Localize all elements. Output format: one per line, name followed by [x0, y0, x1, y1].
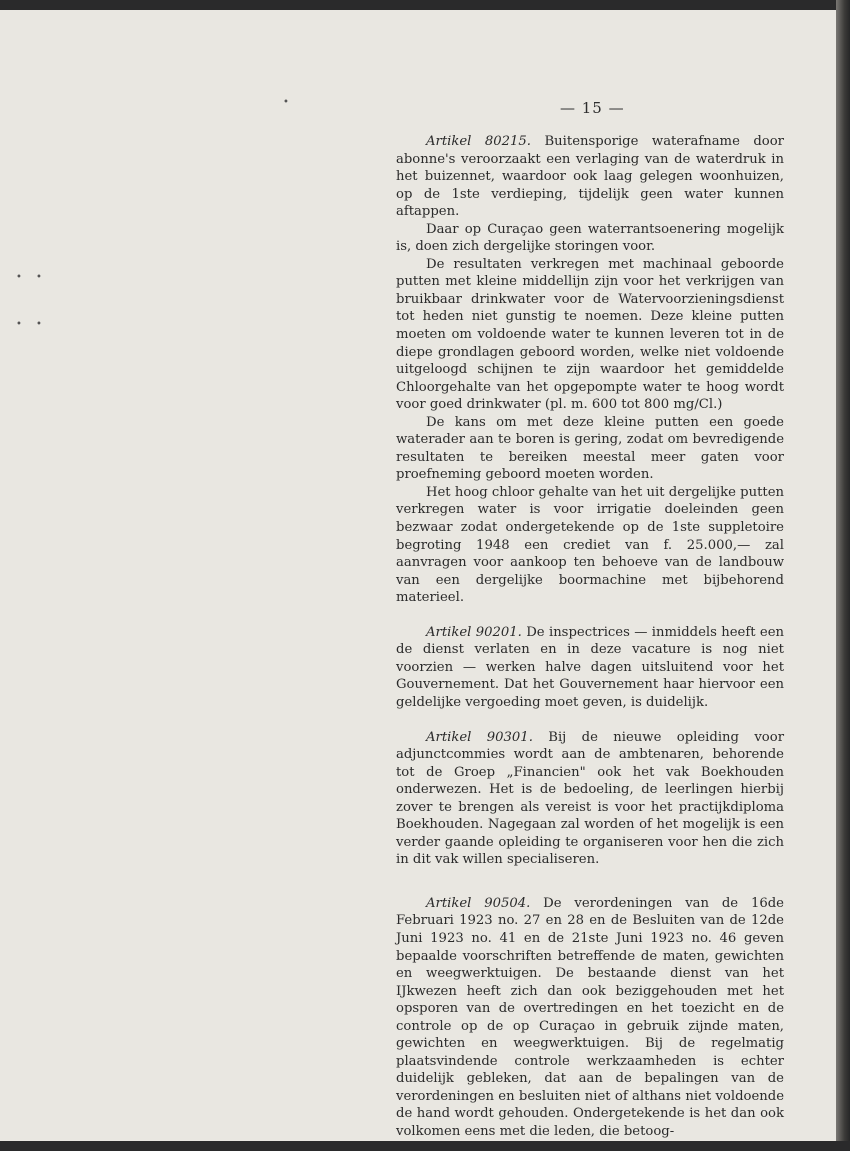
article-heading: Artikel 90201.: [426, 624, 522, 640]
paragraph: [396, 414, 784, 484]
paragraph: [396, 221, 784, 256]
paragraph-text: Het hoog chloor gehalte van het uit dergelijke putten verkregen water is voor irrigatie doeleinden geen bezwaar zodat ondergetekende op de 1ste suppletoire begroting 1948 een crediet van f. 25.000,— zal aanvragen voor aankoop ten behoeve van de landbouw van een dergelijke boormachine met bijbehorend materieel.: [396, 484, 784, 606]
scan-top-edge: [0, 0, 850, 10]
article-heading: Artikel 90504.: [426, 895, 531, 911]
paragraph-text: Buitensporige waterafname door abonne's veroorzaakt een verlaging van de waterdruk in het buizennet, waardoor ook laag gelegen woonhuizen, op de 1ste verdieping, tijdelijk geen water kunnen aftappen.: [396, 134, 784, 220]
paragraph-artikel-80215: [396, 133, 784, 221]
article-heading: Artikel 90301.: [426, 729, 533, 745]
paragraph-text: De verordeningen van de 16de Februari 1923 no. 27 en 28 en de Besluiten van de 12de Juni 1923 no. 41 en de 21ste Juni 1923 no. 46 geven bepaalde voorschriften betreffende de maten, gewichten en weegwerktuigen. De bestaande dienst van het IJkwezen heeft zich dan ook beziggehouden met het opsporen van de overtredingen en het toezicht en de controle op de op Curaçao in gebruik zijnde maten, gewichten en weegwerktuigen. Bij de regelmatig plaatsvindende controle werkzaamheden is echter duidelijk gebleken, dat aan de bepalingen van de verordeningen en besluiten niet of althans niet voldoende de hand wordt gehouden. Ondergetekende is het dan ook volkomen eens met die leden, die betoog-: [396, 895, 784, 1139]
paragraph: [396, 256, 784, 414]
paragraph-text: De inspectrices — inmiddels heeft een de dienst verlaten en in deze vacature is nog niet voorzien — werken halve dagen uitsluitend voor het Gouvernement. Dat het Gouvernement haar hiervoor een geldelijke vergoeding moet geven, is duidelijk.: [396, 624, 784, 710]
article-heading: Artikel 80215.: [426, 134, 531, 149]
punch-mark: •: [36, 272, 42, 283]
scan-bottom-edge: [0, 1141, 850, 1151]
paragraph-text: Bij de nieuwe opleiding voor adjunctcommies wordt aan de ambtenaren, behorende tot de Groep „Financien" ook het vak Boekhouden onderwezen. Het is de bedoeling, de leerlingen hierbij zover te brengen als vereist is voor het practijkdiploma Boekhouden. Nagegaan zal worden of het mogelijk is een verder gaande opleiding te organiseren voor hen die zich in dit vak willen specialiseren.: [396, 729, 784, 868]
paragraph: [396, 484, 784, 607]
paragraph-artikel-90301: [396, 729, 784, 869]
punch-mark: •: [283, 97, 289, 108]
punch-mark: •: [36, 319, 42, 330]
paragraph-text: De resultaten verkregen met machinaal geboorde putten met kleine middellijn zijn voor het verkrijgen van bruikbaar drinkwater voor de Watervoorzieningsdienst tot heden niet gunstig te noemen. Deze kleine putten moeten om voldoende water te kunnen leveren tot in de diepe grondlagen geboord worden, welke niet voldoende uitgeloogd schijnen te zijn waardoor het gemiddelde Chloorgehalte van het opgepompte water te hoog wordt voor goed drinkwater (pl. m. 600 tot 800 mg/Cl.): [396, 256, 784, 413]
paragraph-artikel-90504: [396, 895, 784, 1141]
paragraph-text: De kans om met deze kleine putten een goede waterader aan te boren is gering, zodat om bevredigende resultaten te bereiken meestal meer gaten voor proefneming geboord moeten worden.: [396, 414, 784, 483]
punch-mark: •: [16, 272, 22, 283]
document-page: [0, 10, 836, 1141]
paragraph-text: Daar op Curaçao geen waterrantsoenering mogelijk is, doen zich dergelijke storingen voor.: [396, 221, 784, 255]
scan-right-edge: [836, 0, 850, 1151]
page-number: — 15 —: [560, 99, 625, 117]
punch-mark: •: [16, 319, 22, 330]
body-text: [396, 133, 784, 1141]
paragraph-artikel-90201: [396, 624, 784, 712]
